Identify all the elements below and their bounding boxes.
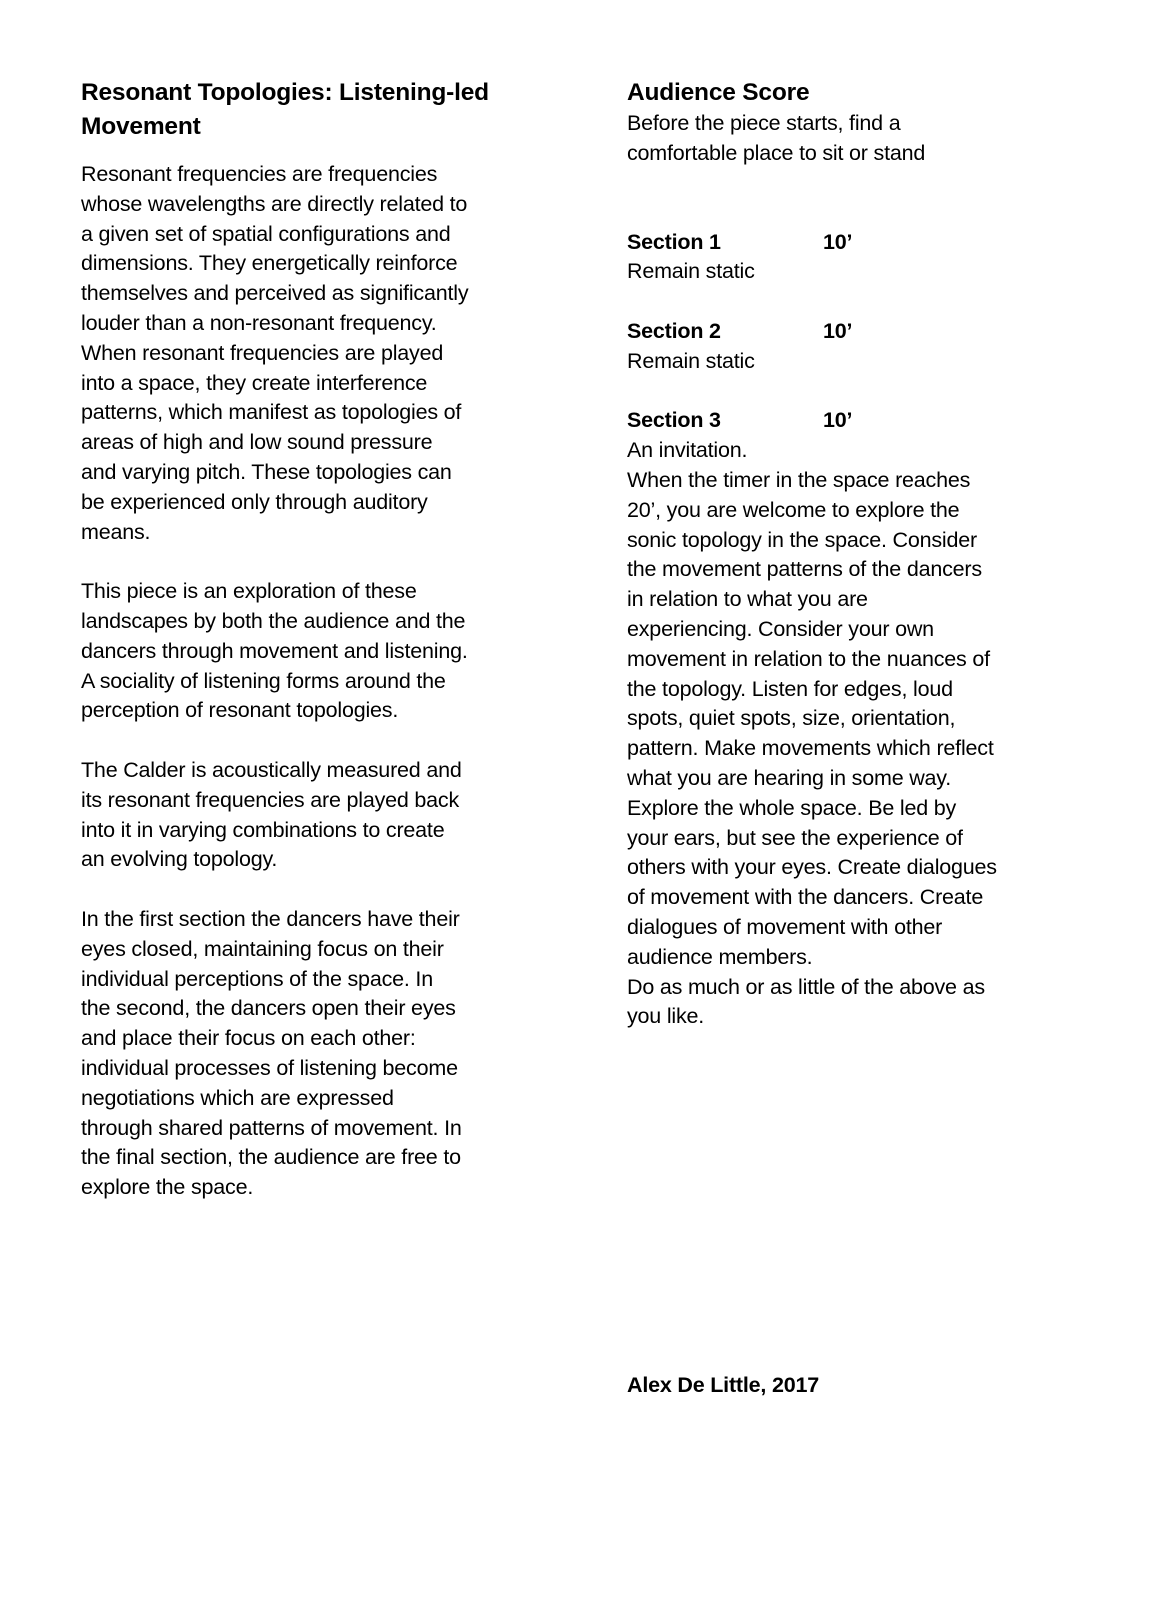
section-instruction: movement in relation to the nuances of	[627, 646, 990, 671]
paragraph-resonant-frequencies	[81, 160, 551, 547]
section-instruction: sonic topology in the space. Consider	[627, 527, 977, 552]
text-line: means.	[81, 519, 151, 544]
text-line: be experienced only through auditory	[81, 489, 428, 514]
text-line: patterns, which manifest as topologies of	[81, 400, 462, 425]
text-line: This piece is an exploration of these	[81, 579, 417, 604]
text-line: themselves and perceived as significantly	[81, 281, 469, 306]
section-duration: 10’	[823, 318, 853, 343]
text-line: a given set of spatial configurations and	[81, 221, 451, 246]
section-instruction: When the timer in the space reaches	[627, 467, 971, 492]
right-column-audience-score	[627, 76, 1097, 1062]
document-title	[81, 76, 551, 144]
left-column	[81, 76, 551, 1233]
title-line: Movement	[81, 113, 201, 140]
section-instruction: An invitation.	[627, 438, 748, 463]
section-instruction: your ears, but see the experience of	[627, 825, 963, 850]
text-line: its resonant frequencies are played back	[81, 787, 460, 812]
section-instruction: Explore the whole space. Be led by	[627, 795, 957, 820]
section-heading	[627, 228, 1097, 258]
text-line: landscapes by both the audience and the	[81, 608, 466, 633]
section-heading	[627, 317, 1097, 347]
section-instruction: the topology. Listen for edges, loud	[627, 676, 953, 701]
section-instruction: spots, quiet spots, size, orientation,	[627, 706, 956, 731]
text-line: Before the piece starts, find a	[627, 111, 901, 135]
text-line: negotiations which are expressed	[81, 1085, 394, 1110]
text-line: A sociality of listening forms around the	[81, 668, 446, 693]
text-line: an evolving topology.	[81, 847, 278, 872]
section-instruction: dialogues of movement with other	[627, 914, 943, 939]
text-line: When resonant frequencies are played	[81, 340, 444, 365]
section-instruction: what you are hearing in some way.	[627, 765, 952, 790]
text-line: perception of resonant topologies.	[81, 698, 399, 723]
section-instruction: in relation to what you are	[627, 587, 868, 612]
section-instruction: 20’, you are welcome to explore the	[627, 497, 960, 522]
text-line: explore the space.	[81, 1175, 254, 1200]
author-signature: Alex De Little, 2017	[627, 1373, 819, 1397]
section-duration: 10’	[823, 408, 853, 433]
text-line: into a space, they create interference	[81, 370, 428, 395]
section-instruction: you like.	[627, 1004, 705, 1029]
section-instruction: the movement patterns of the dancers	[627, 557, 982, 582]
section-name: Section 2	[627, 318, 721, 343]
section-instruction: pattern. Make movements which reflect	[627, 736, 994, 761]
text-line: eyes closed, maintaining focus on their	[81, 936, 444, 961]
section-instruction: Do as much or as little of the above as	[627, 974, 985, 999]
paragraph-calder	[81, 756, 551, 875]
text-line: Resonant frequencies are frequencies	[81, 162, 438, 186]
text-line: and varying pitch. These topologies can	[81, 459, 452, 484]
score-section-1	[627, 228, 1097, 288]
text-line: The Calder is acoustically measured and	[81, 757, 462, 782]
section-name: Section 3	[627, 408, 721, 433]
text-line: areas of high and low sound pressure	[81, 430, 433, 455]
score-section-3	[627, 406, 1097, 1032]
audience-score-title: Audience Score	[627, 79, 810, 106]
section-duration: 10’	[823, 229, 853, 254]
section-heading	[627, 406, 1097, 436]
text-line: individual processes of listening become	[81, 1055, 458, 1080]
section-instruction: audience members.	[627, 944, 813, 969]
text-line: the final section, the audience are free to	[81, 1145, 461, 1170]
text-line: louder than a non-resonant frequency.	[81, 310, 437, 335]
section-instruction: Remain static	[627, 348, 755, 373]
text-line: whose wavelengths are directly related to	[81, 191, 468, 216]
text-line: individual perceptions of the space. In	[81, 966, 433, 991]
text-line: comfortable place to sit or stand	[627, 140, 926, 165]
text-line: and place their focus on each other:	[81, 1026, 416, 1051]
audience-score-intro	[627, 109, 1097, 169]
paragraph-sections	[81, 905, 551, 1203]
text-line: dancers through movement and listening.	[81, 638, 468, 663]
section-name: Section 1	[627, 229, 721, 254]
text-line: through shared patterns of movement. In	[81, 1115, 462, 1140]
section-instruction: of movement with the dancers. Create	[627, 885, 984, 910]
text-line: dimensions. They energetically reinforce	[81, 251, 458, 276]
section-instruction: Remain static	[627, 259, 755, 284]
text-line: In the first section the dancers have their	[81, 906, 460, 931]
text-line: into it in varying combinations to create	[81, 817, 445, 842]
section-instruction: others with your eyes. Create dialogues	[627, 855, 997, 880]
title-line: Resonant Topologies: Listening-led	[81, 79, 489, 106]
score-section-2	[627, 317, 1097, 377]
section-instruction: experiencing. Consider your own	[627, 616, 934, 641]
paragraph-exploration	[81, 577, 551, 726]
text-line: the second, the dancers open their eyes	[81, 996, 456, 1021]
